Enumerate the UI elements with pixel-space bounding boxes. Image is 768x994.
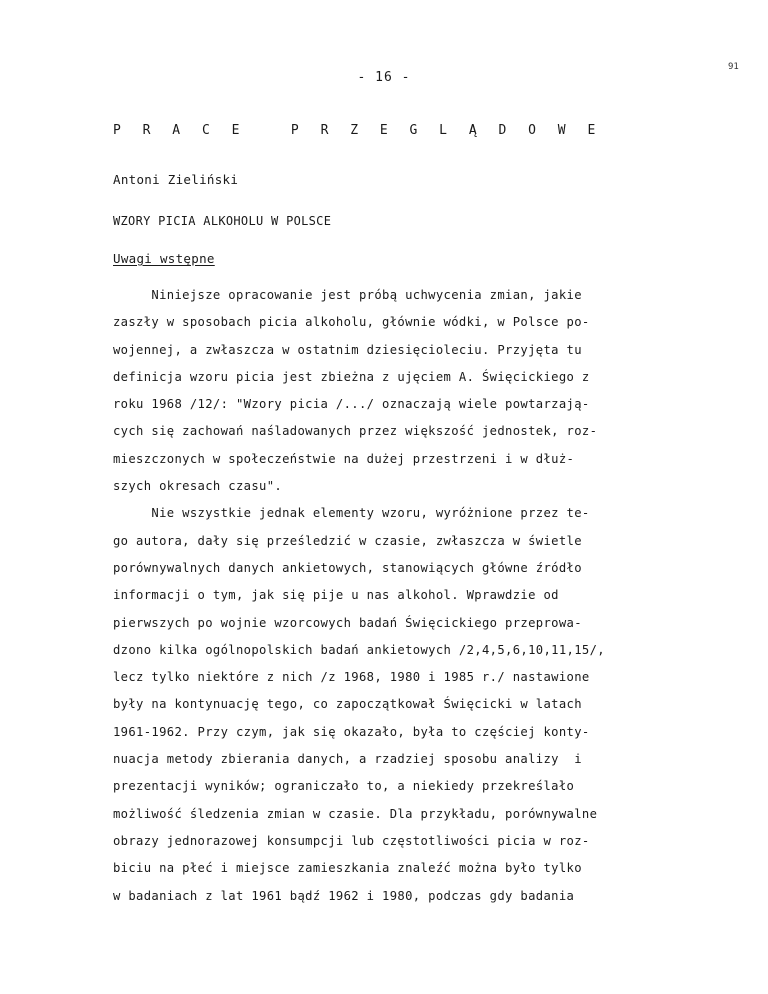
body-line: lecz tylko niektóre z nich /z 1968, 1980 i 1985 r./ nastawione [113,670,590,685]
body-line: wojennej, a zwłaszcza w ostatnim dziesięcioleciu. Przyjęta tu [113,342,582,357]
body-line: informacji o tym, jak się pije u nas alkohol. Wprawdzie od [113,588,559,603]
body-line: definicja wzoru picia jest zbieżna z ujęciem A. Święcickiego z [113,369,590,384]
body-line: zaszły w sposobach picia alkoholu, głównie wódki, w Polsce po- [113,315,590,330]
corner-mark: 91 [728,62,739,72]
section-heading: P R A C E P R Z E G L Ą D O W E [113,123,603,138]
body-line: nuacja metody zbierania danych, a rzadziej sposobu analizy i [113,752,582,767]
body-text [113,282,673,910]
body-line: prezentacji wyników; ograniczało to, a niekiedy przekreślało [113,779,575,794]
page-number: - 16 - [357,70,411,85]
subheading: Uwagi wstępne [113,251,215,266]
body-line: porównywalnych danych ankietowych, stanowiących główne źródło [113,560,582,575]
body-line: Niniejsze opracowanie jest próbą uchwycenia zmian, jakie [113,288,582,302]
body-line: roku 1968 /12/: "Wzory picia /.../ oznaczają wiele powtarzają- [113,397,590,412]
body-line: dzono kilka ogólnopolskich badań ankietowych /2,4,5,6,10,11,15/, [113,642,605,657]
body-line: pierwszych po wojnie wzorcowych badań Święcickiego przeprowa- [113,615,582,630]
body-line: szych okresach czasu". [113,479,283,494]
article-title: WZORY PICIA ALKOHOLU W POLSCE [113,214,332,228]
body-line: w badaniach z lat 1961 bądź 1962 i 1980, podczas gdy badania [113,888,575,903]
body-line: obrazy jednorazowej konsumpcji lub częstotliwości picia w roz- [113,833,590,848]
body-line: możliwość śledzenia zmian w czasie. Dla przykładu, porównywalne [113,806,598,821]
body-line: cych się zachowań naśladowanych przez większość jednostek, roz- [113,424,598,439]
body-line: mieszczonych w społeczeństwie na dużej przestrzeni i w dłuż- [113,451,575,466]
body-line: były na kontynuację tego, co zapoczątkował Święcicki w latach [113,697,582,712]
author-name: Antoni Zieliński [113,172,239,187]
body-line: biciu na płeć i miejsce zamieszkania znaleźć można było tylko [113,861,582,876]
body-line: Nie wszystkie jednak elementy wzoru, wyróżnione przez te- [113,506,590,521]
body-line: 1961-1962. Przy czym, jak się okazało, była to częściej konty- [113,724,590,739]
body-line: go autora, dały się prześledzić w czasie, zwłaszcza w świetle [113,533,582,548]
